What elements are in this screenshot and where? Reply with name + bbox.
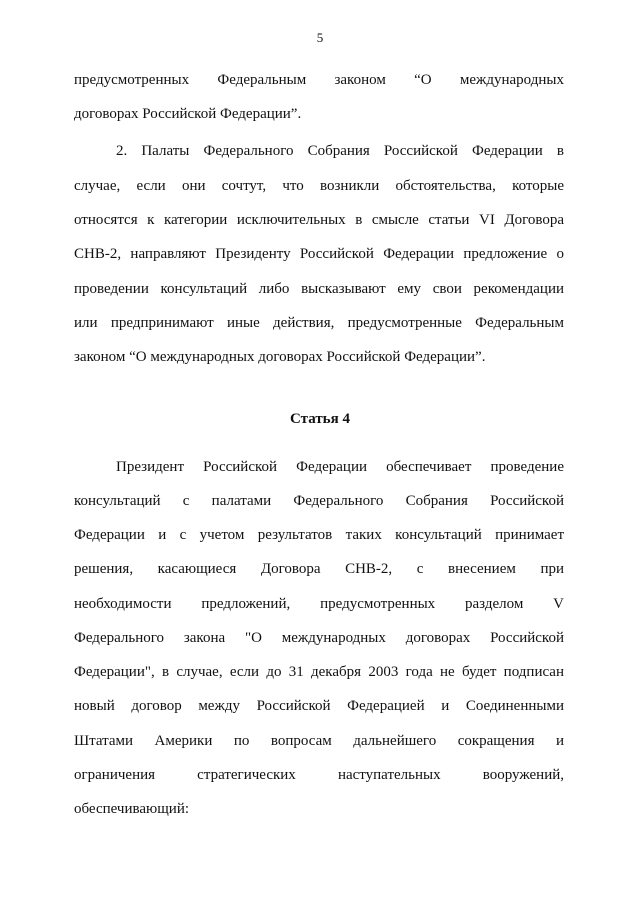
text-line: относятся к категории исключительных в смысле статьи VI Договора — [74, 212, 564, 228]
text-line: ограничения стратегических наступательных вооружений, — [74, 767, 564, 783]
text-line: Федерации", в случае, если до 31 декабря 2003 года не будет подписан — [74, 664, 564, 680]
text-line: СНВ-2, направляют Президенту Российской Федерации предложение о — [74, 246, 564, 262]
text-line: Президент Российской Федерации обеспечивает проведение — [116, 459, 564, 475]
text-line: Штатами Америки по вопросам дальнейшего сокращения и — [74, 733, 564, 749]
text-line: договорах Российской Федерации”. — [74, 106, 302, 122]
text-line: предусмотренных Федеральным законом “О международных — [74, 72, 564, 88]
text-line: Федерации и с учетом результатов таких консультаций принимает — [74, 527, 564, 543]
text-line: обеспечивающий: — [74, 801, 190, 817]
text-line: консультаций с палатами Федерального Собрания Российской — [74, 493, 564, 509]
text-line: случае, если они сочтут, что возникли обстоятельства, которые — [74, 178, 564, 194]
page-number: 5 — [316, 30, 324, 45]
text-line: проведении консультаций либо высказывают ему свои рекомендации — [74, 281, 564, 297]
text-line: или предпринимают иные действия, предусмотренные Федеральным — [74, 315, 564, 331]
text-line: новый договор между Российской Федерацией и Соединенными — [74, 698, 564, 714]
text-line: необходимости предложений, предусмотренных разделом V — [74, 596, 564, 612]
text-line: решения, касающиеся Договора СНВ-2, с внесением при — [74, 561, 564, 577]
article-heading: Статья 4 — [290, 411, 350, 427]
text-line: законом “О международных договорах Российской Федерации”. — [74, 349, 486, 365]
text-line: 2. Палаты Федерального Собрания Российской Федерации в — [116, 143, 564, 159]
text-line: Федерального закона "О международных договорах Российской — [74, 630, 564, 646]
